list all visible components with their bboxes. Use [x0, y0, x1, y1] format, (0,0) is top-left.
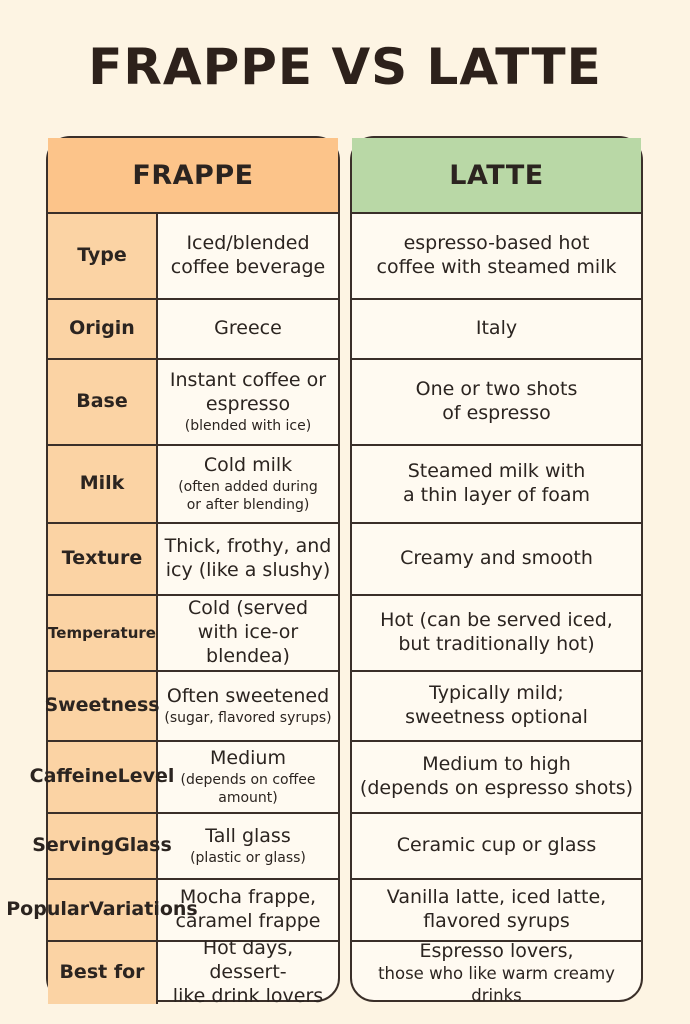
frappe-cell [158, 360, 338, 444]
frappe-cell [158, 596, 338, 670]
cell-line: Creamy and smooth [400, 547, 593, 570]
latte-cell [352, 672, 641, 740]
cell-line: Medium [210, 746, 286, 769]
row-label-line: Milk [79, 472, 125, 495]
frappe-cell [158, 300, 338, 358]
cell-line: Hot days, dessert- [202, 937, 294, 984]
row-label [48, 360, 158, 444]
row-label-line: Sweetness [44, 694, 160, 717]
cell-line: (depends on espresso shots) [359, 777, 634, 799]
table-row [29, 742, 338, 814]
row-label-line: Level [117, 765, 175, 788]
row-label-line: Origin [69, 317, 135, 340]
cell-line: of espresso [442, 402, 551, 424]
latte-header: LATTE [352, 138, 641, 214]
cell-line: espresso [205, 392, 291, 415]
cell-note-line: those who like warm creamy drinks [378, 964, 615, 1005]
cell-line: Steamed milk with [407, 460, 586, 483]
table-row [352, 672, 641, 742]
latte-cell [352, 446, 641, 522]
cell-line: Medium to high [422, 753, 571, 776]
latte-cell [352, 596, 641, 670]
table-row [48, 300, 338, 360]
row-label-line: Base [76, 390, 128, 413]
row-label-line: Variations [89, 898, 198, 921]
row-label [32, 814, 172, 878]
row-label-line: Texture [61, 547, 143, 570]
cell-line: coffee beverage [170, 256, 326, 278]
cell-line: Vanilla latte, iced latte, [386, 886, 607, 909]
latte-cell [352, 939, 641, 1005]
latte-cell [352, 524, 641, 594]
cell-line: a thin layer of foam [402, 484, 591, 506]
row-label-line: Temperature [48, 623, 156, 642]
table-row [352, 524, 641, 596]
frappe-cell [158, 742, 338, 812]
table-row [6, 880, 338, 942]
cell-line: coffee with steamed milk [376, 256, 617, 278]
latte-cell [352, 742, 641, 812]
table-row [352, 214, 641, 300]
table-row [352, 742, 641, 814]
table-row [352, 300, 641, 360]
table-row [352, 360, 641, 446]
cell-line: espresso-based hot [403, 232, 590, 255]
cell-line: sweetness optional [405, 706, 588, 728]
latte-cell [352, 300, 641, 358]
cell-note-line: or after blending) [186, 496, 310, 513]
cell-line: icy (like a slushy) [165, 559, 331, 581]
cell-line: like drink lovers [172, 984, 324, 1007]
cell-note-line: (blended with ice) [184, 417, 312, 434]
table-row [352, 939, 641, 1005]
frappe-rows [6, 214, 338, 1007]
cell-line: flavored syrups [423, 910, 570, 932]
row-label [48, 300, 158, 358]
cell-line: Cold (served [187, 597, 309, 620]
table-row [48, 360, 338, 446]
frappe-cell [158, 214, 338, 298]
cell-note-line: (sugar, flavored syrups) [164, 709, 332, 726]
cell-line: One or two shots [415, 378, 578, 401]
row-label [48, 942, 158, 1004]
cell-line: Instant coffee or [169, 369, 327, 392]
cell-line: with ice-or blendea) [197, 621, 299, 667]
table-row [32, 814, 338, 880]
cell-line: Thick, frothy, and [164, 535, 332, 558]
row-label-line: Serving [32, 834, 115, 857]
latte-cell [352, 360, 641, 444]
cell-line: Espresso lovers, [419, 939, 574, 962]
row-label [48, 446, 158, 522]
frappe-card [6, 136, 340, 1007]
table-row [352, 596, 641, 672]
row-label-line: Best for [59, 961, 145, 984]
frappe-header: FRAPPE [48, 138, 338, 214]
cell-line: Italy [475, 317, 518, 340]
cell-line: but traditionally hot) [398, 633, 595, 655]
frappe-cell [158, 672, 338, 740]
cell-line: Iced/blended [186, 232, 310, 255]
cell-note-line: (often added during [178, 478, 318, 495]
row-label [48, 524, 158, 594]
frappe-cell [158, 524, 338, 594]
frappe-cell [158, 937, 338, 1007]
latte-cell [352, 214, 641, 298]
row-label [48, 214, 158, 298]
cell-line: Ceramic cup or glass [396, 834, 597, 857]
frappe-cell [158, 814, 338, 878]
cell-line: Greece [214, 317, 282, 340]
latte-rows [352, 214, 641, 1004]
cell-line: Mocha frappe, [179, 886, 317, 909]
latte-cell [352, 880, 641, 940]
table-row [48, 937, 338, 1007]
row-label [48, 596, 158, 670]
row-label-line: Caffeine [29, 765, 118, 788]
latte-card [350, 136, 643, 1005]
cell-note-line: (depends on coffee amount) [180, 771, 316, 806]
cell-line: caramel frappe [175, 910, 321, 932]
cell-note-line: (plastic or glass) [190, 849, 306, 866]
table-row [48, 524, 338, 596]
table-row [48, 214, 338, 300]
row-label [29, 742, 175, 812]
row-label-line: Glass [114, 834, 172, 857]
row-label [44, 672, 160, 740]
page-title: FRAPPE VS LATTE [88, 38, 602, 96]
latte-cell [352, 814, 641, 878]
frappe-cell [158, 446, 338, 522]
row-label-line: Popular [6, 898, 90, 921]
cell-line: Often sweetened [166, 685, 330, 708]
table-row [352, 446, 641, 524]
cell-line: Typically mild; [429, 682, 564, 705]
table-row [44, 672, 338, 742]
cell-line: Tall glass [205, 825, 291, 848]
table-row [48, 596, 338, 672]
frappe-cell [158, 880, 338, 940]
row-label [6, 880, 198, 940]
table-row [48, 446, 338, 524]
table-row [352, 880, 641, 942]
cell-line: Cold milk [203, 453, 293, 476]
row-label-line: Type [77, 244, 127, 267]
cell-line: Hot (can be served iced, [380, 609, 613, 632]
table-row [352, 814, 641, 880]
